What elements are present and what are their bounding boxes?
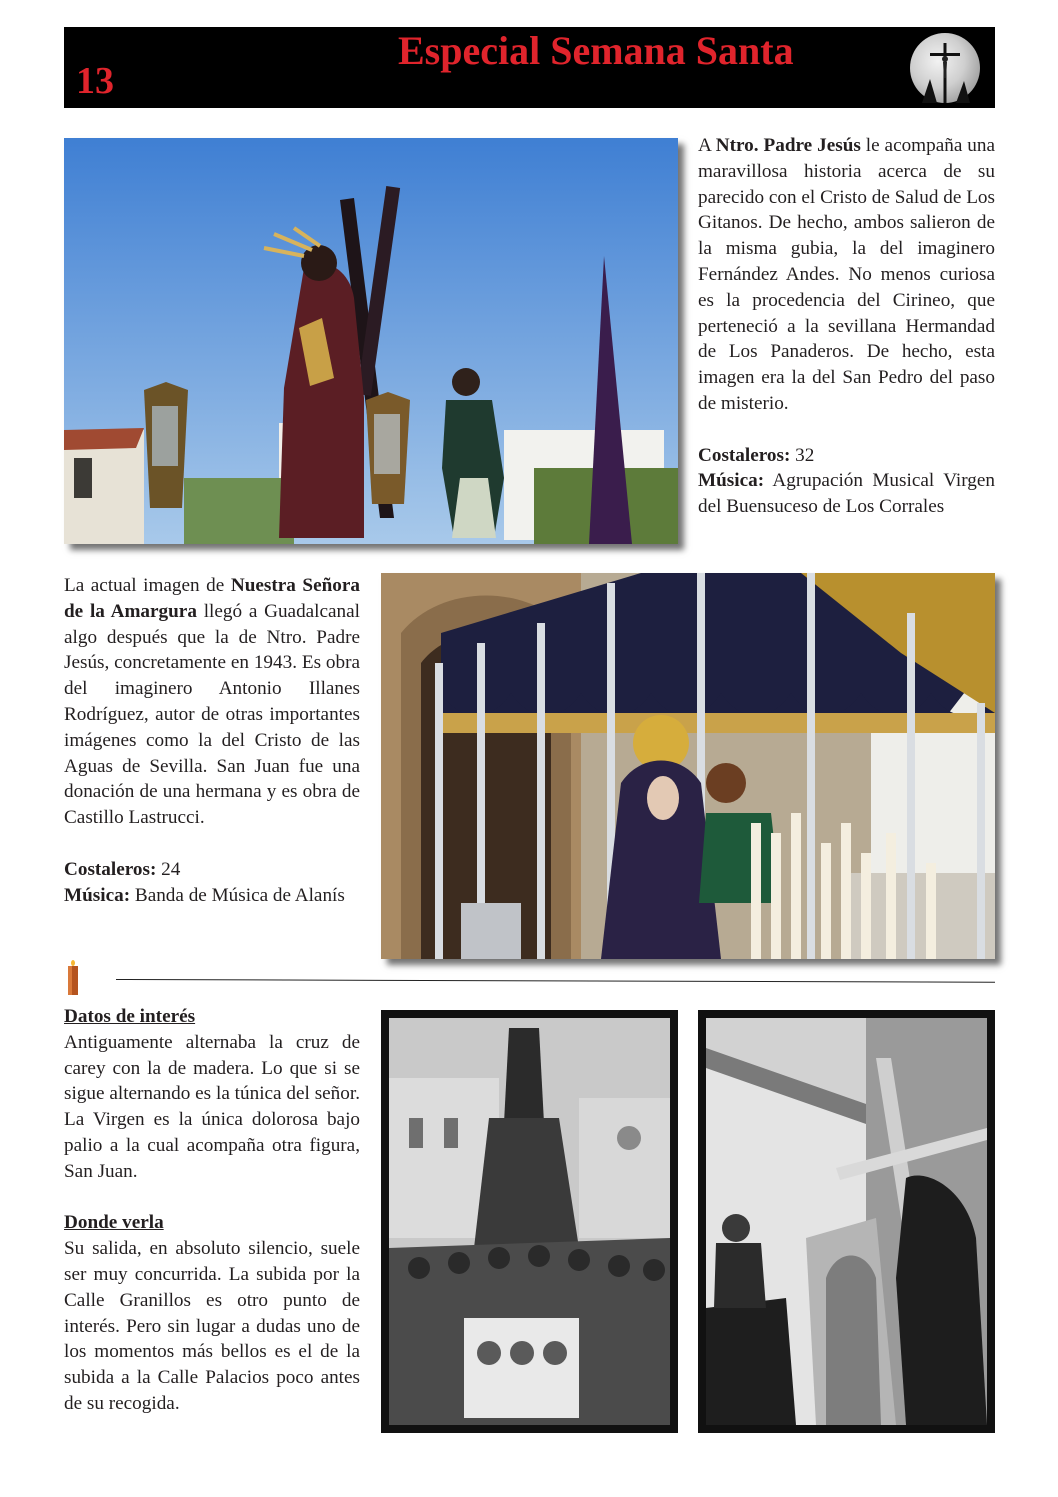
amargura-name: Nuestra Señora de la Amargura (64, 575, 360, 622)
donde-paragraph: Su salida, en absoluto silencio, suele ser muy concurrida. La subida por la Calle Granillos es otro punto de interés. Pero sin lugar a dudas uno de los momentos más bellos es el de la subida a la Calle Palacios poco antes de su recogida. (64, 1238, 360, 1414)
text-block-interes (64, 1004, 360, 1417)
amargura-costaleros: Costaleros: 24 (64, 858, 181, 880)
photo-historic-group (381, 1010, 678, 1433)
amargura-musica: Música: Banda de Música de Alanís (64, 884, 345, 906)
nazareno-costaleros: Costaleros: 32 (698, 444, 815, 466)
donde-heading: Donde verla (64, 1212, 164, 1234)
nazareno-name: Ntro. Padre Jesús (715, 135, 861, 156)
photo-palio-amargura (381, 573, 995, 959)
crucifix-moon-icon (910, 33, 980, 103)
section-divider (116, 979, 995, 983)
page-number: 13 (76, 60, 114, 102)
page-header (64, 27, 995, 108)
section-title: Especial Semana Santa (398, 28, 794, 73)
datos-heading: Datos de interés (64, 1006, 196, 1027)
candle-icon (67, 960, 79, 995)
photo-historic-nazareno-doorway (698, 1010, 995, 1433)
nazareno-musica: Música: Agrupación Musical Virgen del Buensuceso de Los Corrales (698, 470, 995, 518)
text-block-nazareno (698, 133, 995, 520)
nazareno-intro-paragraph: A Ntro. Padre Jesús le acompaña una maravillosa historia acerca de su parecido con el Cristo de Salud de Los Gitanos. De hecho, ambos salieron de la misma gubia, la del imaginero Fernández Andes. No menos curiosa es la procedencia del Cirineo, que perteneció a la sevillana Hermandad de Los Panaderos. De hecho, esta imagen era la del San Pedro del paso de misterio. (698, 135, 995, 414)
amargura-intro-paragraph: La actual imagen de Nuestra Señora de la Amargura llegó a Guadalcanal algo después que la de Ntro. Padre Jesús, concretamente en 1943. Es obra del imaginero Antonio Illanes Rodríguez, autor de otras importantes imágenes como la del Cristo de las Aguas de Sevilla. San Juan fue una donación de una hermana y es obra de Castillo Lastrucci. (64, 575, 360, 829)
photo-nazareno-procession (64, 138, 678, 544)
datos-paragraph: Antiguamente alternaba la cruz de carey con la de madera. Lo que si se sigue alternando es la túnica del señor. La Virgen es la única dolorosa bajo palio a la cual acompaña otra figura, San Juan. (64, 1031, 360, 1182)
text-block-amargura (64, 573, 360, 908)
